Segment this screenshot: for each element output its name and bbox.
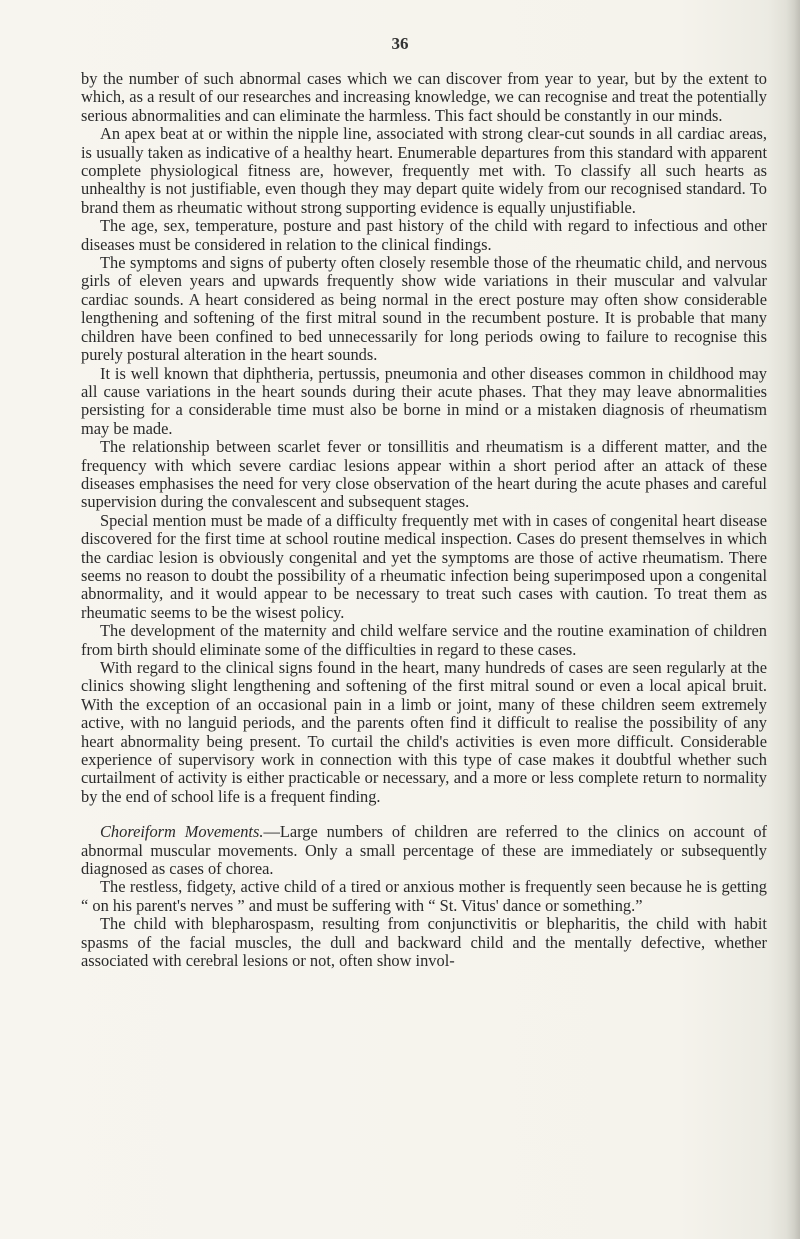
page-number: 36 [391, 34, 409, 53]
paragraph: The relationship between scarlet fever or tonsillitis and rheumatism is a different matter, and the frequency with which severe cardiac lesions appear within a short period after an attack of these diseases emphasises the need for very close observation of the heart during the acute phases and careful supervision during the convalescent and subsequent stages. [81, 437, 767, 512]
paragraph: With regard to the clinical signs found in the heart, many hundreds of cases are seen regularly at the clinics showing slight lengthening and softening of the first mitral sound or even a local apical bruit. With the exception of an occasional pain in a limb or joint, many of these children seem extremely active, with no languid periods, and the parents often find it difficult to realise the possibility of any heart abnormality being present. To curtail the child's activities is even more difficult. Considerable experience of supervisory work in connection with this type of case makes it doubtful whether such curtailment of activity is either practicable or necessary, and a more or less complete return to normality by the end of school life is a frequent finding. [81, 658, 767, 806]
paragraph: The child with blepharospasm, resulting from conjunctivitis or blepharitis, the child with habit spasms of the facial muscles, the dull and backward child and the mentally defective, whether associated with cerebral lesions or not, often show invol- [81, 914, 767, 971]
paragraph: The age, sex, temperature, posture and past history of the child with regard to infectious and other diseases must be considered in relation to the clinical findings. [81, 216, 767, 254]
body-text [81, 70, 767, 971]
section-heading: Choreiform Movements. [100, 822, 264, 842]
paragraph: The restless, fidgety, active child of a tired or anxious mother is frequently seen because he is getting “ on his parent's nerves ” and must be suffering with “ St. Vitus' dance or something.” [81, 877, 767, 915]
paragraph: The development of the maternity and child welfare service and the routine examination of children from birth should eliminate some of the difficulties in regard to these cases. [81, 621, 767, 659]
page-edge-shadow [786, 0, 800, 1239]
paragraph: Special mention must be made of a difficulty frequently met with in cases of congenital heart disease discovered for the first time at school routine medical inspection. Cases do present themselves in which the cardiac lesion is obviously congenital and yet the symptoms are those of active rheumatism. There seems no reason to doubt the possibility of a rheumatic infection being superimposed upon a congenital abnormality, and it would appear to be necessary to treat such cases with caution. To treat them as rheumatic seems to be the wisest policy. [81, 510, 767, 622]
section-gap [81, 806, 767, 823]
paragraph: The symptoms and signs of puberty often closely resemble those of the rheumatic child, and nervous girls of eleven years and upwards frequently show wide variations in their muscular and valvular cardiac sounds. A heart considered as being normal in the erect posture may often show considerable lengthening and softening of the first mitral sound in the recumbent posture. It is probable that many children have been confined to bed unnecessarily for long periods owing to failure to recognise this purely postural alteration in the heart sounds. [81, 253, 767, 365]
paragraph: An apex beat at or within the nipple line, associated with strong clear-cut sounds in all cardiac areas, is usually taken as indicative of a healthy heart. Enumerable departures from this standard with apparent complete physiological fitness are, however, frequently met with. To classify all such hearts as unhealthy is not justifiable, even though they may depart quite widely from our recognised standard. To brand them as rheumatic without strong supporting evidence is equally unjustifiable. [81, 124, 767, 217]
paragraph: by the number of such abnormal cases which we can discover from year to year, but by the extent to which, as a result of our researches and increasing knowledge, we can recognise and treat the potentially serious abnormalities and can eliminate the harmless. This fact should be constantly in our minds. [81, 69, 767, 125]
paragraph: It is well known that diphtheria, pertussis, pneumonia and other diseases common in childhood may all cause variations in the heart sounds during their acute phases. That they may leave abnormalities persisting for a considerable time must also be borne in mind or a mistaken diagnosis of rheumatism may be made. [81, 363, 767, 438]
section-first-text: —Large numbers of children are referred to the clinics on account of abnormal muscular movements. Only a small percentage of these are immediately or subsequently diagnosed as cases of chorea. [81, 822, 767, 879]
section-paragraph [81, 823, 767, 878]
